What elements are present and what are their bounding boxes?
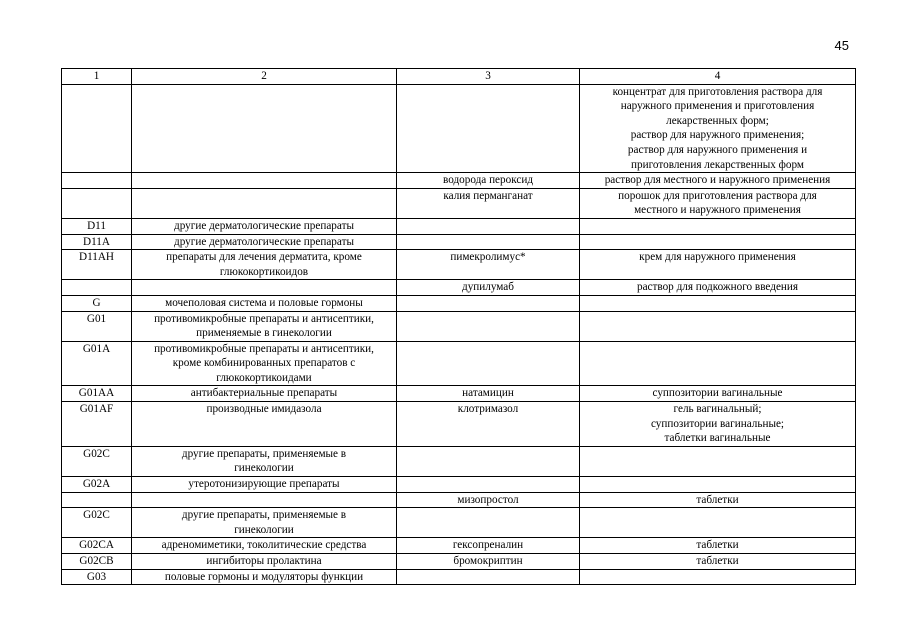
table-row xyxy=(62,446,856,476)
atc-code-cell: G02C xyxy=(62,446,132,476)
anatomical-group-cell: антибактериальные препараты xyxy=(132,386,397,402)
dosage-form-cell xyxy=(580,218,856,234)
header-row xyxy=(62,69,856,85)
dosage-form-cell xyxy=(580,311,856,341)
table-row xyxy=(62,492,856,508)
atc-code-cell: G xyxy=(62,295,132,311)
atc-code-cell: D11 xyxy=(62,218,132,234)
anatomical-group-cell: противомикробные препараты и антисептики, применяемые в гинекологии xyxy=(132,311,397,341)
atc-code-cell: G02C xyxy=(62,508,132,538)
dosage-form-cell: раствор для местного и наружного применения xyxy=(580,173,856,189)
drug-name-cell xyxy=(397,84,580,173)
dosage-form-cell xyxy=(580,569,856,585)
column-number-cell: 1 xyxy=(62,69,132,85)
drug-name-cell xyxy=(397,569,580,585)
dosage-form-cell: концентрат для приготовления раствора для наружного применения и приготовления лекарственных форм; раствор для наружного применения; раствор для наружного применения и приготовления лекарственных форм xyxy=(580,84,856,173)
table-row xyxy=(62,341,856,386)
table-row xyxy=(62,386,856,402)
dosage-form-cell: таблетки xyxy=(580,538,856,554)
atc-code-cell: G01 xyxy=(62,311,132,341)
anatomical-group-cell: утеротонизирующие препараты xyxy=(132,477,397,493)
drug-name-cell xyxy=(397,311,580,341)
anatomical-group-cell: другие дерматологические препараты xyxy=(132,234,397,250)
atc-code-cell xyxy=(62,84,132,173)
atc-code-cell xyxy=(62,188,132,218)
atc-code-cell: G01A xyxy=(62,341,132,386)
drug-name-cell xyxy=(397,341,580,386)
dosage-form-cell xyxy=(580,295,856,311)
dosage-form-cell xyxy=(580,508,856,538)
drug-name-cell: клотримазол xyxy=(397,402,580,447)
anatomical-group-cell: противомикробные препараты и антисептики, кроме комбинированных препаратов с глюкокортикоидами xyxy=(132,341,397,386)
table-row xyxy=(62,569,856,585)
drug-name-cell: пимекролимус* xyxy=(397,250,580,280)
drug-name-cell: мизопростол xyxy=(397,492,580,508)
drug-name-cell xyxy=(397,508,580,538)
anatomical-group-cell: адреномиметики, токолитические средства xyxy=(132,538,397,554)
atc-code-cell: G02CB xyxy=(62,554,132,570)
atc-code-cell: D11A xyxy=(62,234,132,250)
anatomical-group-cell: другие дерматологические препараты xyxy=(132,218,397,234)
anatomical-group-cell: ингибиторы пролактина xyxy=(132,554,397,570)
anatomical-group-cell xyxy=(132,84,397,173)
table-row xyxy=(62,280,856,296)
drug-name-cell xyxy=(397,218,580,234)
anatomical-group-cell xyxy=(132,188,397,218)
anatomical-group-cell: препараты для лечения дерматита, кроме глюкокортикоидов xyxy=(132,250,397,280)
anatomical-group-cell xyxy=(132,173,397,189)
atc-code-cell: G03 xyxy=(62,569,132,585)
anatomical-group-cell: половые гормоны и модуляторы функции xyxy=(132,569,397,585)
column-number-cell: 4 xyxy=(580,69,856,85)
drug-name-cell: калия перманганат xyxy=(397,188,580,218)
drug-name-cell: водорода пероксид xyxy=(397,173,580,189)
table-row xyxy=(62,173,856,189)
dosage-form-cell xyxy=(580,477,856,493)
table-row xyxy=(62,295,856,311)
dosage-form-cell: порошок для приготовления раствора для местного и наружного применения xyxy=(580,188,856,218)
anatomical-group-cell: производные имидазола xyxy=(132,402,397,447)
table-row xyxy=(62,84,856,173)
atc-code-cell xyxy=(62,173,132,189)
atc-code-cell: G01AF xyxy=(62,402,132,447)
anatomical-group-cell xyxy=(132,492,397,508)
atc-code-cell xyxy=(62,492,132,508)
drug-name-cell: дупилумаб xyxy=(397,280,580,296)
dosage-form-cell xyxy=(580,341,856,386)
dosage-form-cell: таблетки xyxy=(580,554,856,570)
drug-name-cell xyxy=(397,477,580,493)
anatomical-group-cell xyxy=(132,280,397,296)
table-row xyxy=(62,508,856,538)
table-row xyxy=(62,311,856,341)
drug-name-cell: натамицин xyxy=(397,386,580,402)
table-row xyxy=(62,234,856,250)
dosage-form-cell: раствор для подкожного введения xyxy=(580,280,856,296)
dosage-form-cell: гель вагинальный; суппозитории вагинальные; таблетки вагинальные xyxy=(580,402,856,447)
atc-code-cell: G02A xyxy=(62,477,132,493)
column-number-cell: 3 xyxy=(397,69,580,85)
table-row xyxy=(62,477,856,493)
anatomical-group-cell: другие препараты, применяемые в гинекологии xyxy=(132,508,397,538)
atc-code-cell: G01AA xyxy=(62,386,132,402)
table-row xyxy=(62,218,856,234)
dosage-form-cell: суппозитории вагинальные xyxy=(580,386,856,402)
drug-name-cell: бромокриптин xyxy=(397,554,580,570)
anatomical-group-cell: другие препараты, применяемые в гинекологии xyxy=(132,446,397,476)
drug-name-cell xyxy=(397,446,580,476)
dosage-form-cell: таблетки xyxy=(580,492,856,508)
table-row xyxy=(62,188,856,218)
drug-classification-table xyxy=(61,68,856,585)
atc-code-cell xyxy=(62,280,132,296)
drug-name-cell xyxy=(397,295,580,311)
drug-name-cell xyxy=(397,234,580,250)
page-number: 45 xyxy=(834,38,849,53)
dosage-form-cell xyxy=(580,234,856,250)
table-row xyxy=(62,250,856,280)
dosage-form-cell: крем для наружного применения xyxy=(580,250,856,280)
dosage-form-cell xyxy=(580,446,856,476)
table-row xyxy=(62,554,856,570)
drug-name-cell: гексопреналин xyxy=(397,538,580,554)
anatomical-group-cell: мочеполовая система и половые гормоны xyxy=(132,295,397,311)
atc-code-cell: D11AH xyxy=(62,250,132,280)
table-row xyxy=(62,402,856,447)
atc-code-cell: G02CA xyxy=(62,538,132,554)
column-number-cell: 2 xyxy=(132,69,397,85)
table-row xyxy=(62,538,856,554)
